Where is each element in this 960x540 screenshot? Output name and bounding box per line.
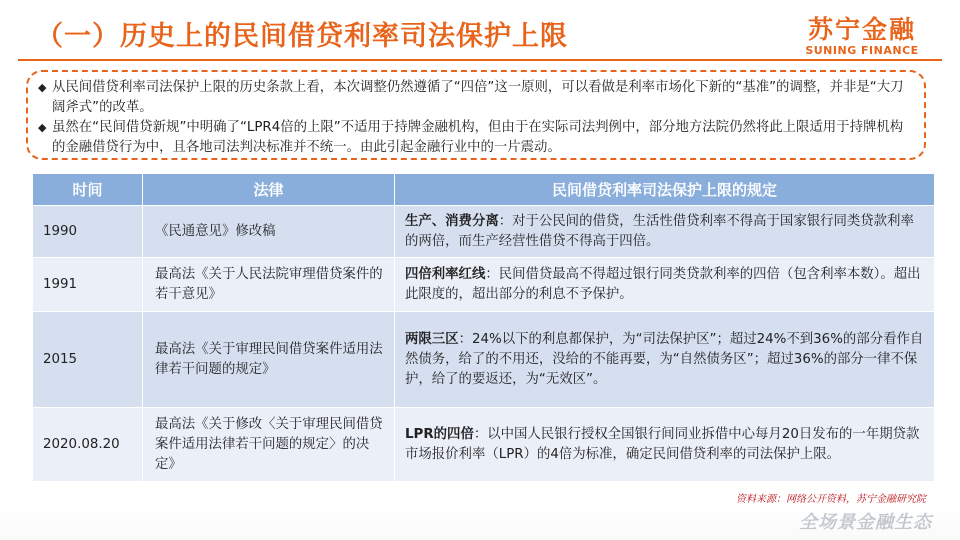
rule-label: 生产、消费分离 (405, 213, 499, 229)
intro-text: 从民间借贷利率司法保护上限的历史条款上看，本次调整仍然遵循了“四倍”这一原则，可以看做是利率市场化下新的“基准”的调整，并非是“大刀阔斧式”的改革。 (52, 80, 904, 115)
table-row (33, 258, 935, 312)
table-header-row (33, 174, 935, 206)
cell-time: 2020.08.20 (33, 408, 143, 482)
suning-finance-logo (792, 10, 932, 57)
cell-rule (395, 408, 935, 482)
header-law: 法律 (143, 174, 395, 206)
cell-rule (395, 312, 935, 408)
diamond-bullet-icon: ◆ (38, 81, 47, 94)
cell-law: 《民通意见》修改稿 (143, 206, 395, 258)
rule-text: ：对于公民间的借贷，生活性借贷利率不得高于国家银行同类贷款利率的两倍，而生产经营性借贷不得高于四倍。 (405, 213, 914, 249)
table-row (33, 312, 935, 408)
diamond-bullet-icon: ◆ (38, 121, 47, 134)
source-note: 资料来源：网络公开资料，苏宁金融研究院 (736, 494, 926, 505)
logo-en-text: SUNING FINANCE (805, 44, 919, 57)
table-row (33, 408, 935, 482)
rule-text: ：民间借贷最高不得超过银行同类贷款利率的四倍（包含利率本数）。超出此限度的，超出部分的利息不予保护。 (405, 266, 921, 302)
rule-label: 四倍利率红线 (405, 266, 486, 282)
page-title: （一）历史上的民间借贷利率司法保护上限 (36, 21, 568, 52)
title-divider (18, 59, 942, 61)
watermark-text: 全场景金融生态 (799, 512, 932, 533)
header-rule: 民间借贷利率司法保护上限的规定 (395, 174, 935, 206)
rule-label: 两限三区 (405, 331, 459, 347)
rule-label: LPR的四倍 (405, 426, 474, 442)
intro-text: 虽然在“民间借贷新规”中明确了“LPR4倍的上限”不适用于持牌金融机构，但由于在实际司法判例中，部分地方法院仍然将此上限适用于持牌机构的金融借贷行为中，且各地司法判决标准并不统一。由此引起金融行业中的一片震动。 (52, 120, 904, 155)
header-time: 时间 (33, 174, 143, 206)
cell-rule (395, 258, 935, 312)
intro-item (38, 78, 916, 118)
cell-law: 最高法《关于人民法院审理借贷案件的若干意见》 (143, 258, 395, 312)
cell-rule (395, 206, 935, 258)
logo-cn-text: 苏宁金融 (807, 15, 916, 44)
cell-time: 2015 (33, 312, 143, 408)
table-row (33, 206, 935, 258)
cell-law: 最高法《关于审理民间借贷案件适用法律若干问题的规定》 (143, 312, 395, 408)
law-table (32, 173, 935, 482)
cell-law: 最高法《关于修改〈关于审理民间借贷案件适用法律若干问题的规定〉的决定》 (143, 408, 395, 482)
cell-time: 1990 (33, 206, 143, 258)
intro-item (38, 118, 916, 158)
rule-text: ：24%以下的利息都保护，为“司法保护区”；超过24%不到36%的部分看作自然债务，给了的不用还，没给的不能再要，为“自然债务区”；超过36%的部分一律不保护，给了的要返还，为“无效区”。 (405, 331, 924, 387)
intro-box (26, 70, 926, 160)
rule-text: ：以中国人民银行授权全国银行间同业拆借中心每月20日发布的一年期贷款市场报价利率（LPR）的4倍为标准，确定民间借贷利率的司法保护上限。 (405, 426, 920, 462)
cell-time: 1991 (33, 258, 143, 312)
